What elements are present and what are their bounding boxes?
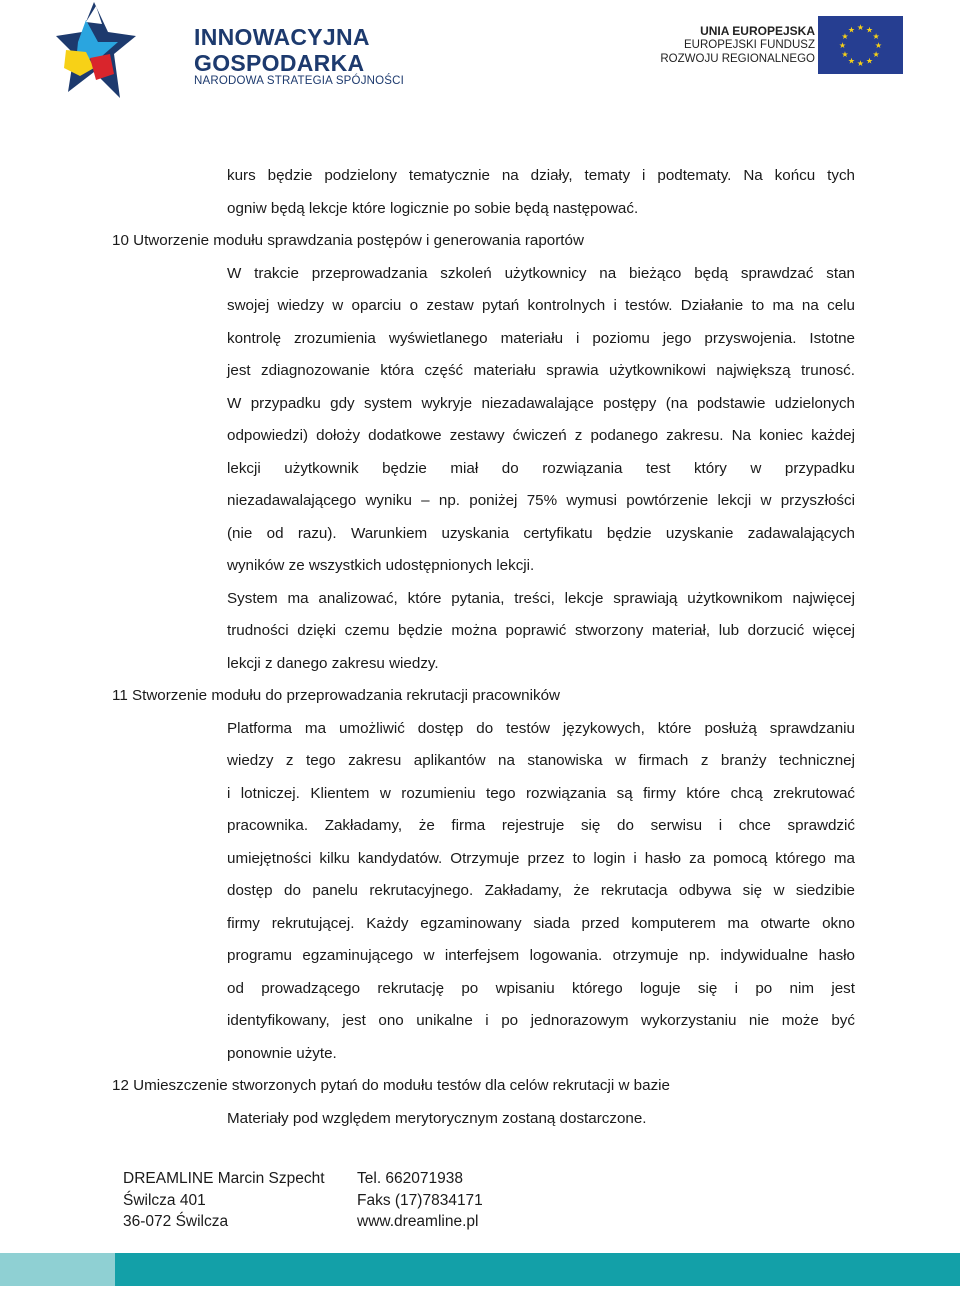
eu-star-icon: ★ [874, 41, 883, 50]
eu-flag-icon [818, 16, 903, 74]
footer-street: Świlcza 401 [123, 1191, 206, 1209]
eu-fund-line2: ROZWOJU REGIONALNEGO [660, 53, 815, 65]
eu-star-icon: ★ [841, 32, 849, 41]
text-line: (nie od razu). Warunkiem uzyskania certyfikatu będzie uzyskanie zadawalających [227, 525, 855, 542]
star-logo-icon [56, 2, 136, 98]
text-line: umiejętności kilku kandydatów. Otrzymuje przez to login i hasło za pomocą którego ma [227, 850, 855, 867]
eu-star-icon: ★ [847, 56, 856, 66]
text-line: niezadawalającego wyniku – np. poniżej 75% wymusi powtórzenie lekcji w przyszłości [227, 492, 855, 509]
eu-star-icon: ★ [865, 25, 874, 35]
text-line: System ma analizować, które pytania, treści, lekcje sprawiają użytkownikom najwięcej [227, 590, 855, 607]
eu-star-icon: ★ [841, 50, 849, 59]
footer-bar-dark [115, 1253, 960, 1286]
eu-star-icon: ★ [856, 23, 865, 32]
footer-city: 36-072 Świlcza [123, 1213, 229, 1230]
text-line: Platforma ma umożliwić dostęp do testów językowych, które posłużą sprawdzaniu [227, 720, 855, 737]
eu-text-block [660, 24, 815, 66]
text-line: pracownika. Zakładamy, że firma rejestruje się do serwisu i chce sprawdzić [227, 817, 855, 834]
eu-star-icon: ★ [865, 56, 874, 66]
text-line: programu egzaminującego w interfejsem logowania. otrzymuje np. indywidualne hasło [227, 947, 855, 964]
text-line: jest zdiagnozowanie która część materiału sprawia użytkownikowi największą trunosć. [227, 362, 855, 379]
text-line: kurs będzie podzielony tematycznie na działy, tematy i podtematy. Na końcu tych [227, 167, 855, 184]
footer-company: DREAMLINE Marcin Szpecht [123, 1170, 325, 1187]
brand-title-line1: INNOWACYJNA [194, 24, 370, 50]
eu-fund-line1: EUROPEJSKI FUNDUSZ [684, 39, 815, 51]
text-line: Materiały pod względem merytorycznym zostaną dostarczone. [227, 1110, 647, 1127]
eu-star-icon: ★ [847, 25, 856, 35]
text-line: ogniw będą lekcje które logicznie po sobie będą następować. [227, 200, 639, 217]
text-line: identyfikowany, jest ono unikalne i po jednorazowym wykorzystaniu nie może być [227, 1012, 855, 1029]
text-line: od prowadzącego rekrutację po wpisaniu którego loguje się i po nim jest [227, 980, 855, 997]
innowacyjna-gospodarka-logo [56, 2, 405, 98]
eu-logo [655, 14, 907, 76]
text-line: ponownie użyte. [227, 1045, 337, 1062]
text-line: wiedzy z tego zakresu aplikantów na stanowiska w firmach z branży technicznej [227, 752, 855, 769]
footer-bar-light [0, 1253, 115, 1286]
section-heading: 10 Utworzenie modułu sprawdzania postępów i generowania raportów [112, 232, 584, 249]
eu-star-icon: ★ [872, 50, 880, 59]
footer-address [123, 1168, 325, 1233]
text-line: W przypadku gdy system wykryje niezadawalające postępy (na podstawie udzielonych [227, 395, 855, 412]
text-line: lekcji użytkownik będzie miał do rozwiązania test który w przypadku [227, 460, 855, 477]
text-line: i lotniczej. Klientem w rozumieniu tego rozwiązania są firmy które chcą zrekrutować [227, 785, 855, 802]
text-line: kontrolę zrozumienia wyświetlanego materiału i poziomu jego przyswojenia. Istotne [227, 330, 855, 347]
eu-star-icon: ★ [856, 59, 865, 68]
text-line: dostęp do panelu rekrutacyjnego. Zakładamy, że rekrutacja odbywa się w siedzibie [227, 882, 855, 899]
section-heading: 12 Umieszczenie stworzonych pytań do modułu testów dla celów rekrutacji w bazie [112, 1077, 670, 1094]
text-line: firmy rekrutującej. Każdy egzaminowany siada przed komputerem ma otwarte okno [227, 915, 855, 932]
text-line: trudności dzięki czemu będzie można poprawić stworzony materiał, lub dorzucić więcej [227, 622, 855, 639]
eu-star-icon: ★ [872, 32, 880, 41]
brand-title-line2: GOSPODARKA [194, 50, 365, 76]
text-line: odpowiedzi) dołoży dodatkowe zestawy ćwiczeń z podanego zakresu. Na koniec każdej [227, 427, 855, 444]
text-line: wyników ze wszystkich udostępnionych lekcji. [227, 557, 535, 574]
footer-fax: Faks (17)7834171 [357, 1191, 483, 1209]
footer-phone: Tel. 662071938 [357, 1170, 464, 1187]
text-line: W trakcie przeprowadzania szkoleń użytkownicy na bieżąco będą sprawdzać stan [227, 265, 855, 282]
footer-website[interactable]: www.dreamline.pl [357, 1213, 479, 1230]
text-line: swojej wiedzy w oparciu o zestaw pytań kontrolnych i testów. Działanie to ma na celu [227, 297, 855, 314]
brand-subtitle: NARODOWA STRATEGIA SPÓJNOŚCI [194, 75, 405, 87]
footer-contact [357, 1168, 483, 1233]
eu-star-icon: ★ [838, 41, 847, 50]
text-line: lekcji z danego zakresu wiedzy. [227, 655, 439, 672]
eu-title: UNIA EUROPEJSKA [700, 24, 815, 38]
section-heading: 11 Stworzenie modułu do przeprowadzania rekrutacji pracowników [112, 687, 560, 704]
